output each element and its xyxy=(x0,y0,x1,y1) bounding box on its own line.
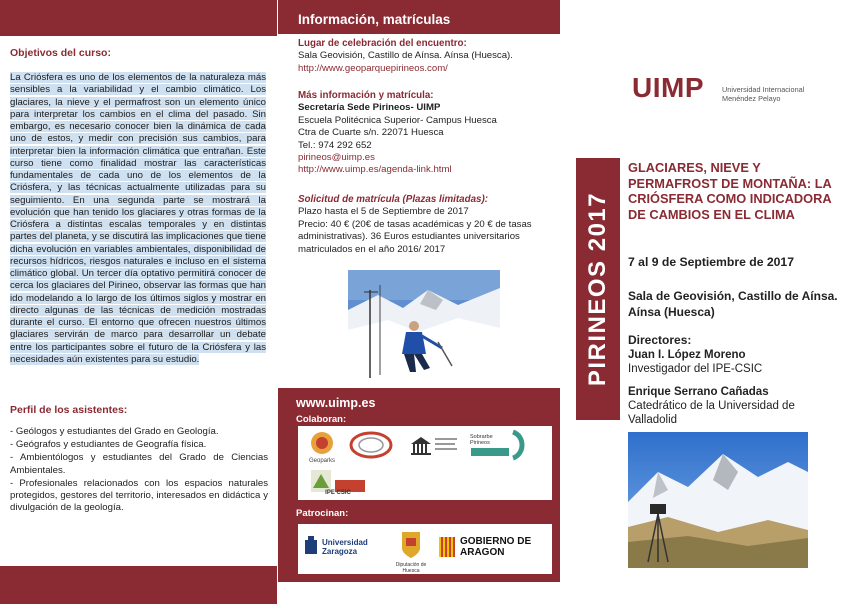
enrol-label: Solicitud de matrícula (Plazas limitadas): xyxy=(298,194,489,205)
collab-logos xyxy=(298,426,552,500)
info-header-bar xyxy=(278,0,560,34)
objectives-text[interactable] xyxy=(10,72,266,366)
list-item: - Profesionales relacionados con los espacios naturales protegidos, gestores del territorio, interesados en didáctica y divulgación de la geología. xyxy=(10,477,268,514)
profile-list xyxy=(10,426,268,515)
uimp-logo: UIMP xyxy=(632,72,704,103)
mountain-camera-photo xyxy=(628,432,808,568)
collab-label: Colaboran: xyxy=(296,414,347,425)
objectives-highlighted-text: La Criósfera es uno de los elementos de la naturaleza más sensibles a la variabilidad y el cambio climático. Los glaciares, la nieve y el permafrost son un elemento único para interpretar los cambios en el clima del pasado. Sin embargo, es necesario conocer bien la dinámica de cada uno de estos, y medir con precisión sus cambios, para interpretar bien la información climática que entrañan. Este curso tiene como finalidad mostrar las características fundamentales de cada uno de los elementos de la Criósfera, y las técnicas actualmente utilizadas para su seguimiento. En una segunda parte se mostrará la evolución que han tenido los glaciares y otras formas de la Criósfera a distintas escalas temporales y en distintas partes del planeta, y se discutirá las implicaciones que tiene dicha evolución en variables ambientales, disponibilidad de recursos hídricos, riesgos naturales e incluso en el sistema climático global. Un tercer día optativo permitirá conocer de cerca los glaciares del Pirineo, observar las formas que han ido modelando a lo largo de los últimos siglos y mostrar en directo algunas de las técnicas de medición mostradas durante el curso. El entorno que ofrecen nuestros últimos glaciares servirán de marco para desarrollar un debate entre los participantes sobre el futuro de la Criósfera y las necesidades aún existentes para su estudio. xyxy=(10,72,266,365)
left-bottom-bar xyxy=(0,566,277,604)
left-panel xyxy=(0,0,277,604)
sponsor-logos: Universidad Zaragoza Diputación de Huesca GOBIERNO DE ARAGON xyxy=(298,524,552,574)
enrol-deadline: Plazo hasta el 5 de Septiembre de 2017 xyxy=(298,206,469,218)
ipe-csic-logo: IPE CSIC xyxy=(308,466,368,498)
right-panel xyxy=(562,0,849,604)
phone-text: Tel.: 974 292 652 xyxy=(298,139,372,151)
agenda-link[interactable]: http://www.uimp.es/agenda-link.html xyxy=(298,164,452,176)
middle-panel xyxy=(278,0,560,604)
course-dates: 7 al 9 de Septiembre de 2017 xyxy=(628,255,794,269)
enrol-price: Precio: 40 € (20€ de tasas académicas y 20 € de tasas administrativas). 36 Euros estudiantes universitarios matriculados en el año 2016/ 2017 xyxy=(298,218,532,255)
sponsor-label: Patrocinan: xyxy=(296,508,349,519)
partners-panel xyxy=(278,388,560,582)
list-item: - Geólogos y estudiantes del Grado en Geología. xyxy=(10,426,219,437)
venue-block xyxy=(298,38,558,75)
geoparks-logo: Geoparks xyxy=(304,430,340,464)
directors-label: Directores: xyxy=(628,333,692,347)
course-venue: Sala de Geovisión, Castillo de Aínsa. Aínsa (Huesca) xyxy=(628,289,838,319)
venue-link[interactable]: http://www.geoparquepirineos.com/ xyxy=(298,62,448,74)
diputacion-huesca-logo: Diputación de Huesca xyxy=(394,530,428,574)
global-network-logo xyxy=(348,430,394,462)
vertical-title: PIRINEOS 2017 xyxy=(584,191,611,387)
office-line: Escuela Politécnica Superior- Campus Huesca xyxy=(298,114,497,126)
course-title: GLACIARES, NIEVE Y PERMAFROST DE MONTAÑA: LA CRIÓSFERA COMO INDICADORA DE CAMBIOS EN EL CLIMA xyxy=(628,160,832,222)
list-item: - Ambientólogos y estudiantes del Grado de Ciencias Ambientales. xyxy=(10,452,268,476)
info-header-title: Información, matrículas xyxy=(298,12,451,27)
director-1: Juan I. López Moreno Investigador del IPE-CSIC xyxy=(628,349,763,375)
uimp-logo-subtitle: Universidad Internacional Menéndez Pelayo xyxy=(722,85,805,103)
enrol-block xyxy=(298,194,550,256)
unesco-logo xyxy=(406,432,460,462)
glacier-measurement-photo xyxy=(348,270,500,384)
venue-label: Lugar de celebración del encuentro: xyxy=(298,38,467,49)
profile-title: Perfil de los asistentes: xyxy=(10,404,128,416)
email-link[interactable]: pirineos@uimp.es xyxy=(298,152,375,164)
director-2: Enrique Serrano Cañadas Catedrático de la Universidad de Valladolid xyxy=(628,386,795,426)
site-link[interactable]: www.uimp.es xyxy=(296,396,376,410)
left-top-bar xyxy=(0,0,277,36)
contact-block xyxy=(298,90,558,177)
list-item: - Geógrafos y estudiantes de Geografía física. xyxy=(10,439,207,451)
venue-text: Sala Geovisión, Castillo de Aínsa. Aínsa (Huesca). xyxy=(298,50,513,62)
office-name: Secretaría Sede Pirineos- UIMP xyxy=(298,102,441,114)
more-info-label: Más información y matrícula: xyxy=(298,90,434,101)
objectives-title: Objetivos del curso: xyxy=(10,47,111,59)
sobrarbe-logo: Sobrarbe Pirineos xyxy=(468,428,538,464)
office-line: Ctra de Cuarte s/n. 22071 Huesca xyxy=(298,127,444,139)
